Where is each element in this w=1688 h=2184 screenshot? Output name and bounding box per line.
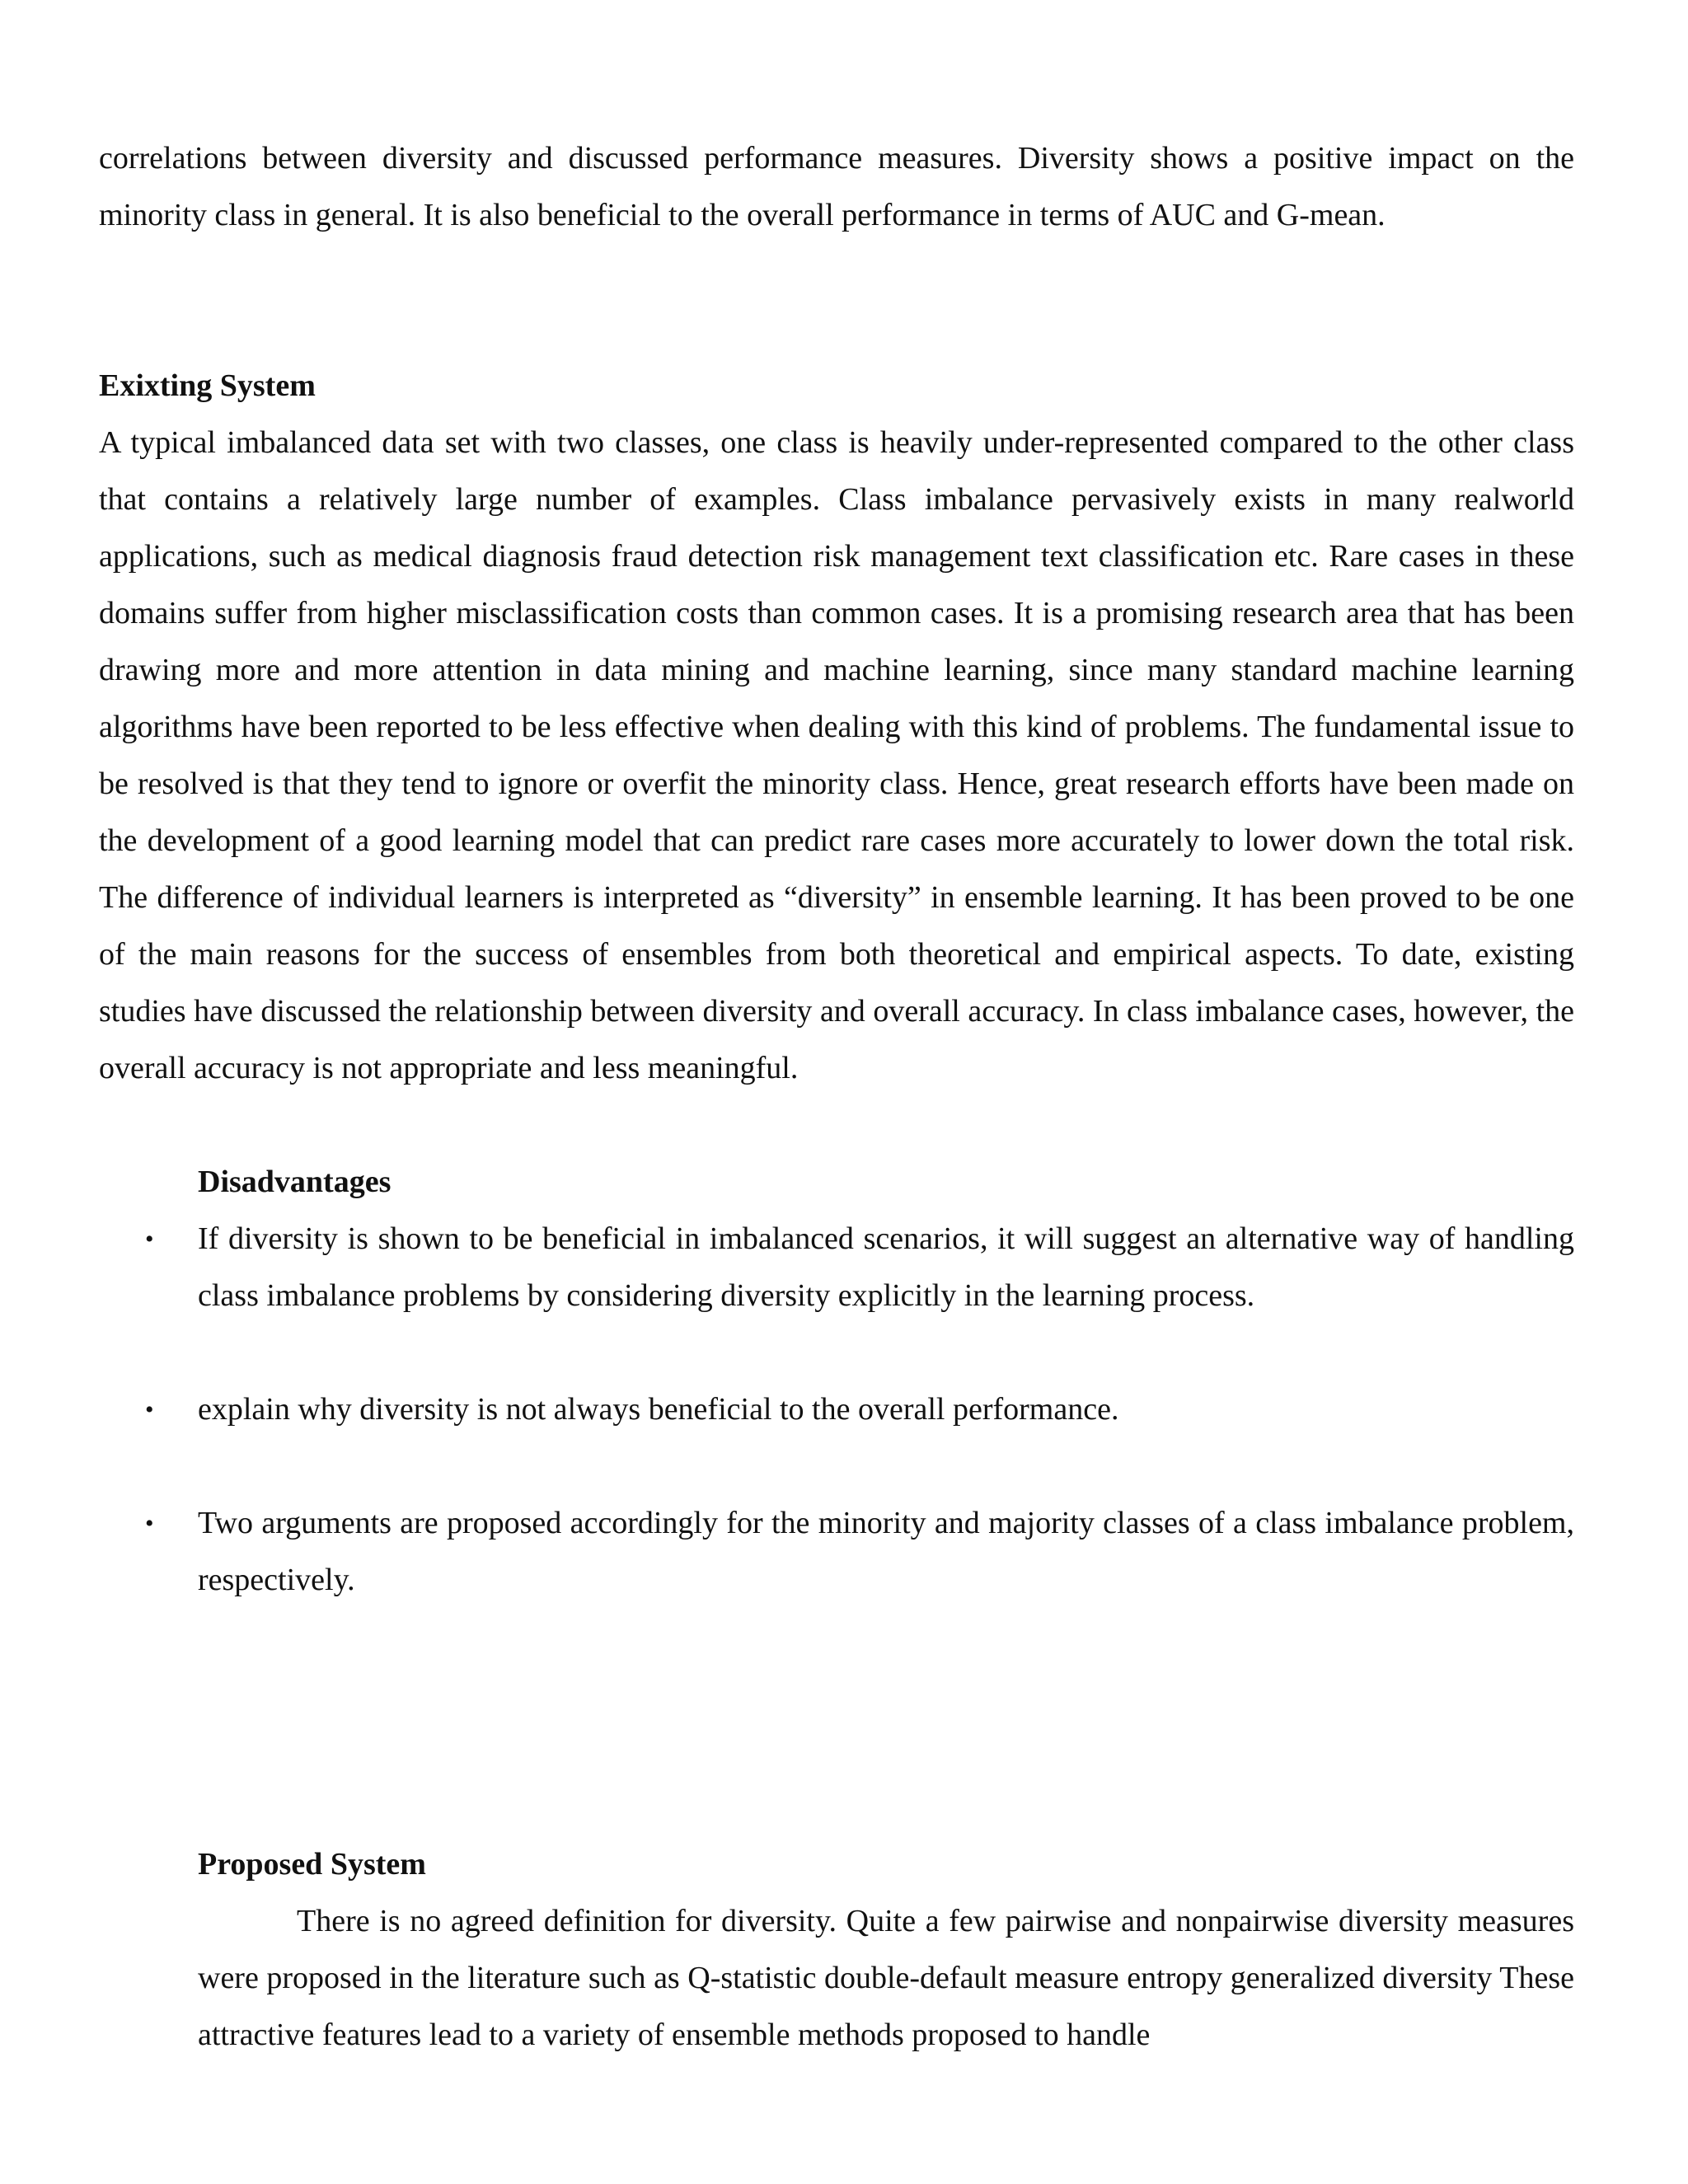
- existing-system-heading: Exixting System: [99, 368, 316, 403]
- disadvantages-list: [99, 1211, 1574, 1609]
- list-item-text: explain why diversity is not always beneficial to the overall performance.: [198, 1392, 1119, 1427]
- bullet-icon: •: [145, 1510, 154, 1537]
- intro-paragraph: correlations between diversity and discussed performance measures. Diversity shows a positive impact on the minority class in general. It is also beneficial to the overall performance in terms of AUC and G-mean.: [99, 141, 1574, 232]
- list-item: [145, 1495, 1574, 1609]
- list-item-text: Two arguments are proposed accordingly for the minority and majority classes of a class imbalance problem, respectively.: [198, 1506, 1574, 1597]
- list-item-text: If diversity is shown to be beneficial in imbalanced scenarios, it will suggest an alternative way of handling class imbalance problems by considering diversity explicitly in the learning process.: [198, 1221, 1574, 1313]
- document-page: [99, 130, 1574, 2064]
- list-item: [145, 1211, 1574, 1324]
- disadvantages-heading: Disadvantages: [198, 1165, 392, 1199]
- list-item: [145, 1381, 1574, 1438]
- bullet-icon: •: [145, 1396, 154, 1423]
- proposed-system-heading: Proposed System: [198, 1847, 426, 1882]
- bullet-icon: •: [145, 1226, 154, 1253]
- existing-system-paragraph: A typical imbalanced data set with two classes, one class is heavily under-represented compared to the other class that contains a relatively large number of examples. Class imbalance pervasively exists in many realworld applications, such as medical diagnosis fraud detection risk management text classification etc. Rare cases in these domains suffer from higher misclassification costs than common cases. It is a promising research area that has been drawing more and more attention in data mining and machine learning, since many standard machine learning algorithms have been reported to be less effective when dealing with this kind of problems. The fundamental issue to be resolved is that they tend to ignore or overfit the minority class. Hence, great research efforts have been made on the development of a good learning model that can predict rare cases more accurately to lower down the total risk. The difference of individual learners is interpreted as “diversity” in ensemble learning. It has been proved to be one of the main reasons for the success of ensembles from both theoretical and empirical aspects. To date, existing studies have discussed the relationship between diversity and overall accuracy. In class imbalance cases, however, the overall accuracy is not appropriate and less meaningful.: [99, 425, 1574, 1085]
- proposed-system-paragraph: There is no agreed definition for diversity. Quite a few pairwise and nonpairwise diversity measures were proposed in the literature such as Q-statistic double-default measure entropy generalized diversity These attractive features lead to a variety of ensemble methods proposed to handle: [198, 1904, 1574, 2052]
